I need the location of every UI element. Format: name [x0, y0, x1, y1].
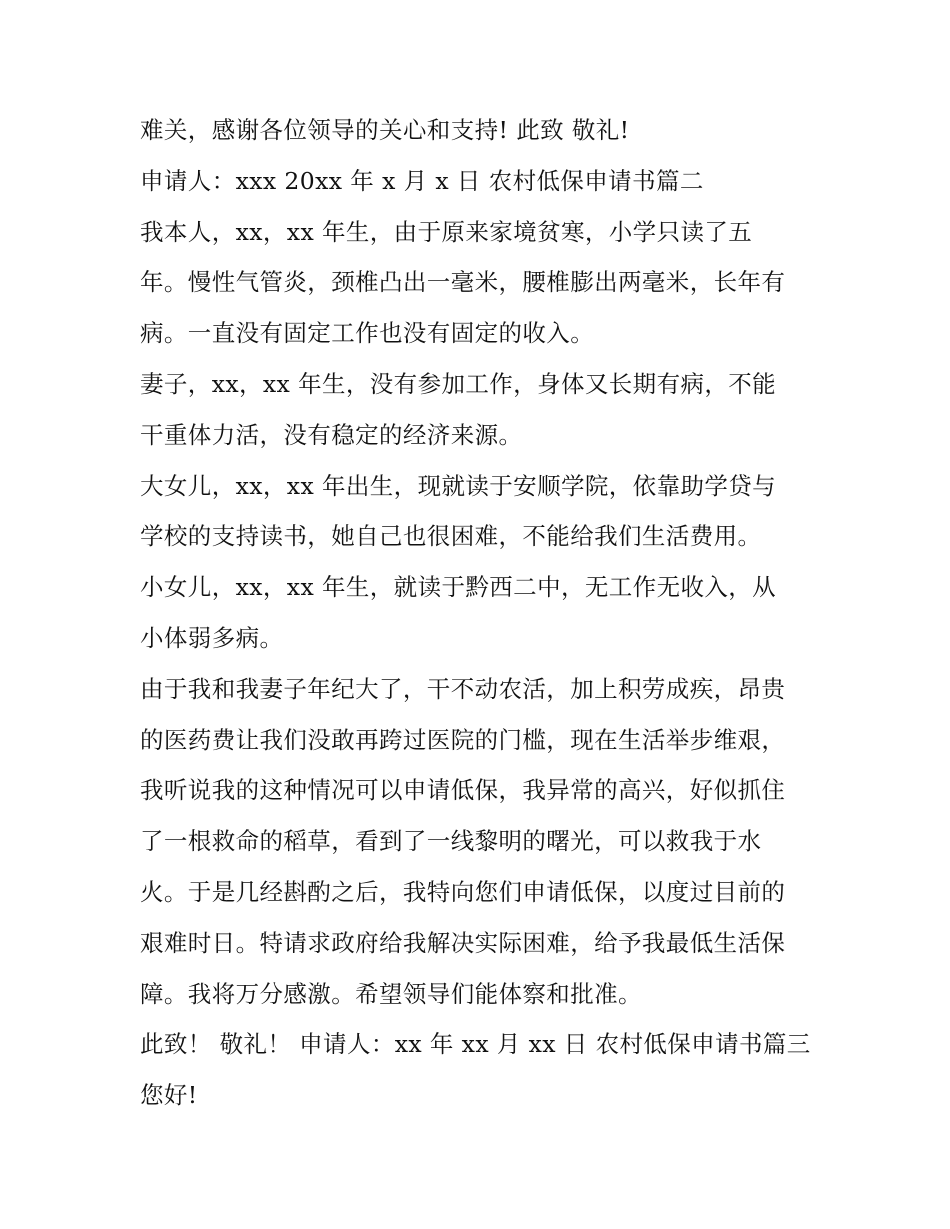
text-line: 小女儿，xx，xx 年生，就读于黔西二中，无工作无收入，从 [140, 573, 777, 602]
text-line: 小体弱多病。 [140, 623, 284, 652]
text-line: 了一根救命的稻草，看到了一线黎明的曙光，可以救我于水 [140, 827, 762, 856]
text-line: 的医药费让我们没敢再跨过医院的门槛，现在生活举步维艰， [140, 725, 786, 754]
document-body [140, 105, 820, 1121]
text-line: 难关，感谢各位领导的关心和支持! 此致 敬礼! [140, 116, 630, 144]
text-line: 此致！ 敬礼！ 申请人：xx 年 xx 月 xx 日 农村低保申请书篇三 [140, 1030, 811, 1059]
text-line: 障。我将万分感激。希望领导们能体察和批准。 [140, 979, 642, 1008]
text-line: 病。一直没有固定工作也没有固定的收入。 [140, 319, 595, 348]
text-line: 妻子，xx，xx 年生，没有参加工作，身体又长期有病，不能 [140, 369, 777, 398]
text-line: 艰难时日。特请求政府给我解决实际困难，给予我最低生活保 [140, 928, 786, 957]
text-line: 申请人：xxx 20xx 年 x 月 x 日 农村低保申请书篇二 [140, 166, 704, 195]
text-line: 干重体力活，没有稳定的经济来源。 [140, 420, 523, 449]
text-line: 您好! [140, 1081, 198, 1110]
text-line: 由于我和我妻子年纪大了，干不动农活，加上积劳成疾，昂贵 [140, 674, 786, 703]
text-line: 我本人，xx，xx 年生，由于原来家境贫寒，小学只读了五 [140, 217, 753, 246]
text-line: 我听说我的这种情况可以申请低保，我异常的高兴，好似抓住 [140, 776, 786, 805]
text-line: 火。于是几经斟酌之后，我特向您们申请低保，以度过目前的 [140, 877, 786, 906]
text-line: 年。慢性气管炎，颈椎凸出一毫米，腰椎膨出两毫米，长年有 [140, 268, 786, 297]
text-line: 学校的支持读书，她自己也很困难，不能给我们生活费用。 [140, 522, 762, 551]
text-line: 大女儿，xx，xx 年出生，现就读于安顺学院，依靠助学贷与 [140, 471, 777, 500]
